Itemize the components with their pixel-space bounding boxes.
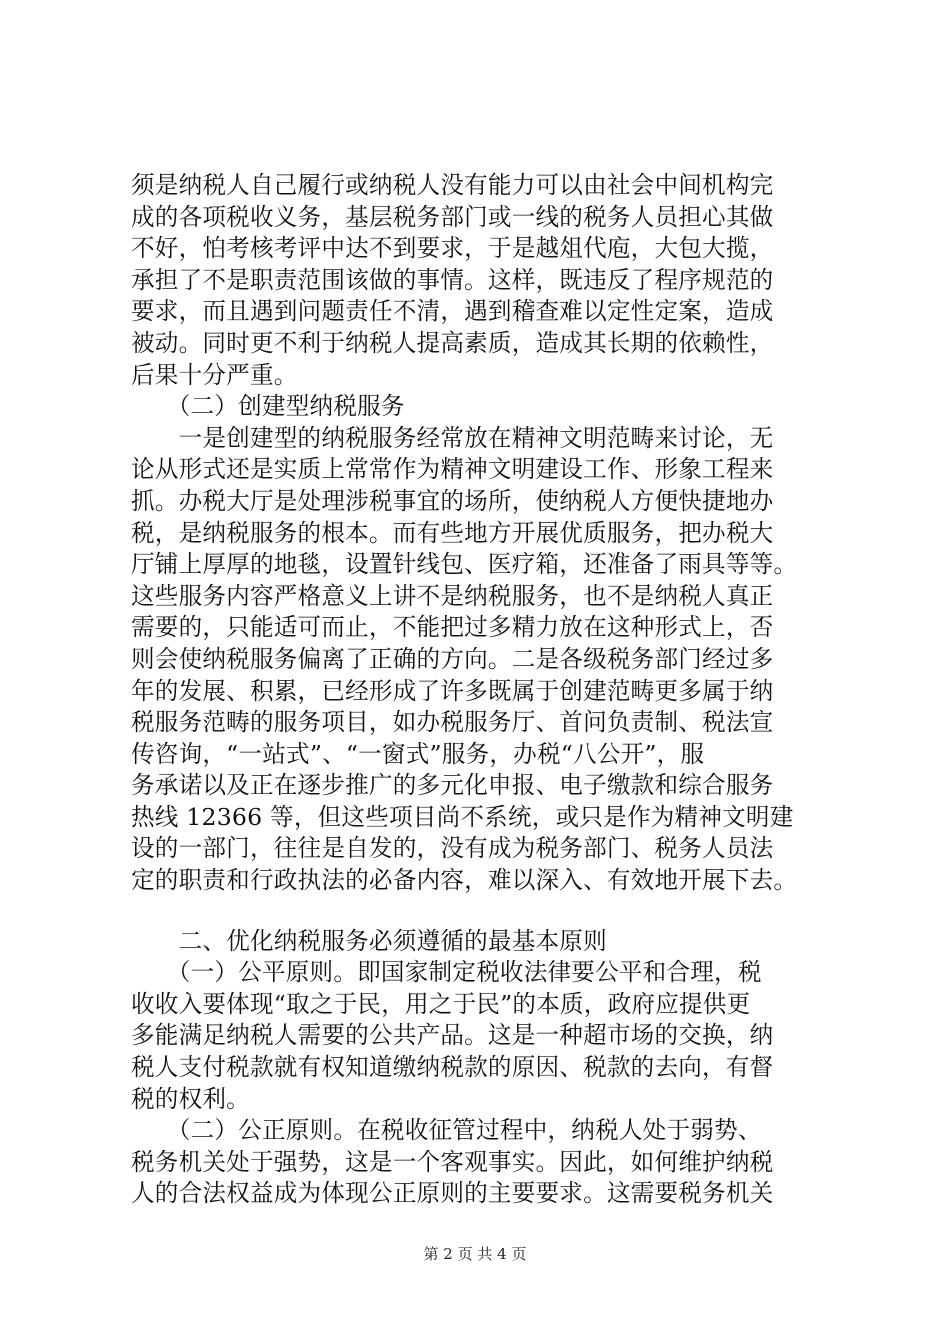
text-line: 承担了不是职责范围该做的事情。这样，既违反了程序规范的 (131, 265, 774, 294)
text-line: （二）公正原则。在税收征管过程中，纳税人处于弱势、 (131, 1116, 762, 1145)
text-line: 传咨询，“一站式”、“一窗式”服务，办税“八公开”，服 (131, 739, 705, 768)
page-footer: 第 2 页 共 4 页 (423, 1245, 527, 1263)
text-line: 多能满足纳税人需要的公共产品。这是一种超市场的交换，纳 (131, 1021, 774, 1050)
section-heading: 二、优化纳税服务必须遵循的最基本原则 (131, 926, 607, 955)
text-line: 要求，而且遇到问题责任不清，遇到稽查难以定性定案，造成 (131, 297, 774, 326)
text-line: 税服务范畴的服务项目，如办税服务厅、首问负责制、税法宣 (131, 708, 774, 737)
text-line: 需要的，只能适可而止，不能把过多精力放在这种形式上，否 (131, 613, 774, 642)
text-line: 成的各项税收义务，基层税务部门或一线的税务人员担心其做 (131, 202, 774, 231)
text-line: 收收入要体现“取之于民，用之于民”的本质，政府应提供更 (131, 989, 751, 1018)
text-line: （一）公平原则。即国家制定税收法律要公平和合理，税 (131, 958, 762, 987)
text-line: 须是纳税人自己履行或纳税人没有能力可以由社会中间机构完 (131, 171, 774, 199)
text-line: 税，是纳税服务的根本。而有些地方开展优质服务，把办税大 (131, 518, 774, 547)
text-line: 热线 12366 等，但这些项目尚不系统，或只是作为精神文明建 (131, 802, 794, 831)
text-line: 论从形式还是实质上常常作为精神文明建设工作、形象工程来 (131, 455, 774, 484)
document-body (131, 170, 861, 1210)
text-line: 年的发展、积累，已经形成了许多既属于创建范畴更多属于纳 (131, 676, 774, 705)
text-line: 不好，怕考核考评中达不到要求，于是越俎代庖，大包大揽， (131, 234, 774, 263)
text-line: 则会使纳税服务偏离了正确的方向。二是各级税务部门经过多 (131, 644, 774, 673)
text-line: 定的职责和行政执法的必备内容，难以深入、有效地开展下去。 (131, 866, 798, 895)
text-line: 一是创建型的纳税服务经常放在精神文明范畴来讨论，无 (131, 423, 774, 452)
text-line: 后果十分严重。 (131, 360, 298, 389)
text-line: 厅铺上厚厚的地毯，设置针线包、医疗箱，还准备了雨具等等。 (131, 550, 798, 579)
text-line: 这些服务内容严格意义上讲不是纳税服务，也不是纳税人真正 (131, 581, 774, 610)
text-line: 税人支付税款就有权知道缴纳税款的原因、税款的去向，有督 (131, 1053, 774, 1082)
text-line: 设的一部门，往往是自发的，没有成为税务部门、税务人员法 (131, 834, 774, 863)
text-line: 人的合法权益成为体现公正原则的主要要求。这需要税务机关 (131, 1179, 774, 1208)
text-line: 抓。办税大厅是处理涉税事宜的场所，使纳税人方便快捷地办 (131, 486, 774, 515)
text-line: 务承诺以及正在逐步推广的多元化申报、电子缴款和综合服务 (131, 771, 774, 800)
text-line: 税务机关处于强势，这是一个客观事实。因此，如何维护纳税 (131, 1147, 774, 1176)
text-line: 税的权利。 (131, 1084, 250, 1113)
paragraph-gap (131, 897, 861, 926)
section-heading: （二）创建型纳税服务 (131, 392, 405, 421)
text-line: 被动。同时更不利于纳税人提高素质，造成其长期的依赖性， (131, 328, 774, 357)
